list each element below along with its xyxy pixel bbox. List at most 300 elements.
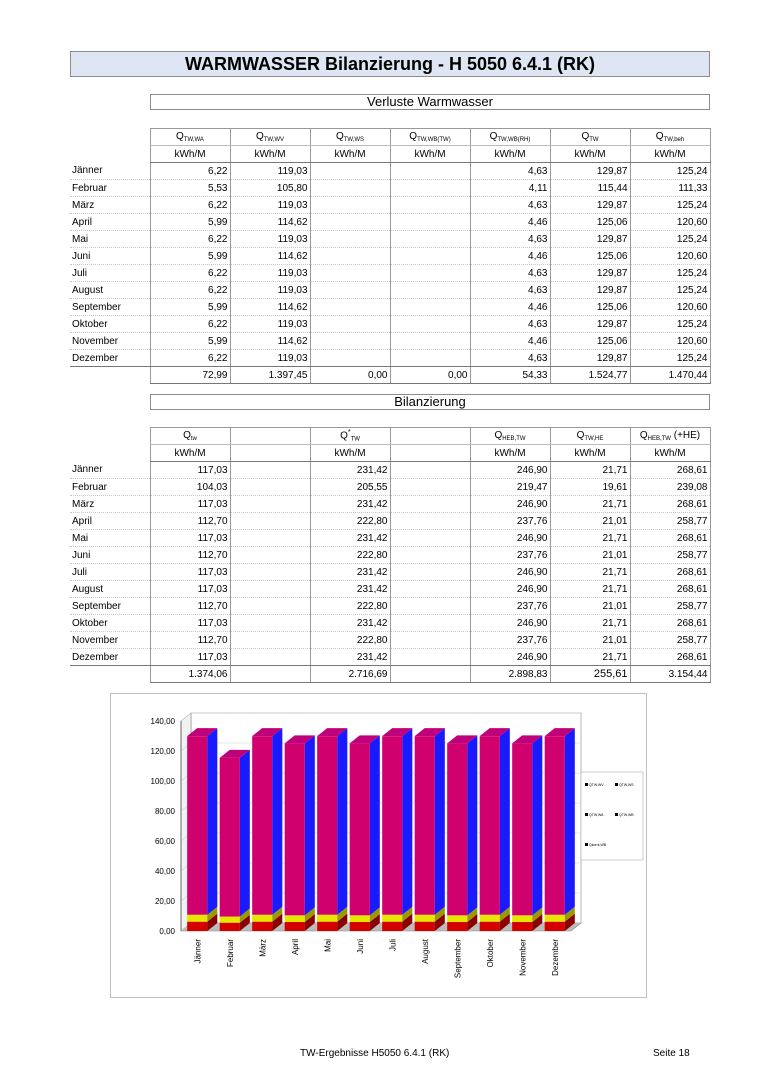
month-label: Oktober bbox=[70, 615, 150, 632]
total-cell bbox=[230, 666, 310, 683]
bar-segment-1 bbox=[252, 915, 272, 922]
table-cell: 4,63 bbox=[470, 265, 550, 282]
table-cell bbox=[230, 462, 310, 479]
table-cell: 117,03 bbox=[150, 462, 230, 479]
table-cell bbox=[310, 214, 390, 231]
table-cell: 119,03 bbox=[230, 282, 310, 299]
month-label: Dezember bbox=[70, 649, 150, 666]
table-cell: 117,03 bbox=[150, 564, 230, 581]
legend-label: QTW,WA bbox=[589, 813, 604, 817]
column-subscript: TW bbox=[350, 436, 360, 443]
column-suffix: (+HE) bbox=[670, 430, 701, 441]
month-label: September bbox=[70, 598, 150, 615]
table-cell: 4,63 bbox=[470, 350, 550, 367]
month-label: März bbox=[70, 197, 150, 214]
table-cell: 268,61 bbox=[630, 564, 710, 581]
y-tick-label: 60,00 bbox=[154, 837, 175, 846]
month-label: Februar bbox=[70, 479, 150, 496]
x-tick-label: September bbox=[453, 939, 463, 979]
bar-segment-2 bbox=[252, 736, 272, 915]
table-cell: 125,06 bbox=[550, 248, 630, 265]
total-cell: 1.470,44 bbox=[630, 367, 710, 384]
column-symbol: Q bbox=[639, 430, 648, 441]
bar-side-2 bbox=[337, 728, 347, 915]
column-header bbox=[230, 428, 310, 445]
bar-segment-2 bbox=[220, 758, 240, 917]
table-cell: 105,80 bbox=[230, 180, 310, 197]
page-title: WARMWASSER Bilanzierung - H 5050 6.4.1 (RK) bbox=[70, 51, 710, 77]
table-row bbox=[70, 214, 710, 231]
table-cell bbox=[390, 598, 470, 615]
table-cell bbox=[390, 214, 470, 231]
table-row bbox=[70, 496, 710, 513]
column-header bbox=[150, 129, 230, 146]
x-tick-label: Juli bbox=[388, 939, 398, 952]
table-cell: 231,42 bbox=[310, 615, 390, 632]
legend-swatch bbox=[585, 843, 588, 846]
column-header bbox=[470, 129, 550, 146]
table-cell: 258,77 bbox=[630, 598, 710, 615]
table-cell bbox=[310, 180, 390, 197]
table-cell bbox=[310, 282, 390, 299]
table-cell bbox=[390, 265, 470, 282]
table-cell: 268,61 bbox=[630, 615, 710, 632]
bar-segment-0 bbox=[545, 922, 565, 931]
x-tick-label: Mai bbox=[323, 939, 333, 952]
column-symbol: Q bbox=[576, 430, 585, 441]
column-header bbox=[550, 129, 630, 146]
table-cell: 4,63 bbox=[470, 197, 550, 214]
total-cell: 2.898,83 bbox=[470, 666, 550, 683]
chart-frame bbox=[110, 693, 647, 998]
column-subscript: HEB,TW bbox=[502, 436, 526, 442]
bar-side-2 bbox=[435, 728, 445, 915]
totals-label-cell bbox=[70, 666, 150, 683]
footer-page-number: Seite 18 bbox=[653, 1048, 690, 1059]
totals-row bbox=[70, 367, 710, 384]
table-cell: 125,06 bbox=[550, 299, 630, 316]
corner-cell bbox=[70, 146, 150, 163]
table-row bbox=[70, 479, 710, 496]
bar-segment-1 bbox=[220, 917, 240, 923]
table-cell: 246,90 bbox=[470, 615, 550, 632]
total-cell: 2.716,69 bbox=[310, 666, 390, 683]
table-cell: 268,61 bbox=[630, 530, 710, 547]
bar-segment-2 bbox=[545, 736, 565, 915]
verluste-table bbox=[70, 128, 711, 384]
table-row bbox=[70, 598, 710, 615]
bar-segment-1 bbox=[382, 915, 402, 922]
table-cell bbox=[310, 299, 390, 316]
total-cell: 1.397,45 bbox=[230, 367, 310, 384]
bar-segment-2 bbox=[382, 736, 402, 915]
table-cell: 5,99 bbox=[150, 214, 230, 231]
table-cell: 6,22 bbox=[150, 197, 230, 214]
table-cell bbox=[310, 163, 390, 180]
column-header bbox=[390, 428, 470, 445]
legend-label: QTW,WS bbox=[619, 783, 634, 787]
table-cell bbox=[390, 248, 470, 265]
table-cell: 117,03 bbox=[150, 530, 230, 547]
table-cell: 104,03 bbox=[150, 479, 230, 496]
bar-side-2 bbox=[272, 728, 282, 915]
month-label: Juni bbox=[70, 547, 150, 564]
column-header bbox=[470, 428, 550, 445]
month-label: September bbox=[70, 299, 150, 316]
table-cell: 4,46 bbox=[470, 299, 550, 316]
table-cell bbox=[390, 615, 470, 632]
total-cell: 255,61 bbox=[550, 666, 630, 683]
month-label: August bbox=[70, 581, 150, 598]
bar-segment-1 bbox=[350, 915, 370, 922]
table-cell: 129,87 bbox=[550, 282, 630, 299]
table-cell: 237,76 bbox=[470, 547, 550, 564]
table-cell: 5,53 bbox=[150, 180, 230, 197]
table-cell: 117,03 bbox=[150, 615, 230, 632]
table-cell bbox=[230, 479, 310, 496]
unit-label: kWh/M bbox=[630, 146, 710, 163]
table-cell: 5,99 bbox=[150, 333, 230, 350]
table-cell: 21,01 bbox=[550, 547, 630, 564]
table-cell: 112,70 bbox=[150, 547, 230, 564]
table-cell bbox=[390, 299, 470, 316]
column-header bbox=[630, 428, 710, 445]
table-cell bbox=[390, 333, 470, 350]
table-row bbox=[70, 350, 710, 367]
total-cell: 1.374,06 bbox=[150, 666, 230, 683]
bar-side-2 bbox=[370, 735, 380, 915]
corner-cell bbox=[70, 129, 150, 146]
column-subscript: TW,WB(TW) bbox=[417, 137, 451, 143]
totals-label-cell bbox=[70, 367, 150, 384]
table-cell: 125,24 bbox=[630, 163, 710, 180]
table-cell bbox=[230, 598, 310, 615]
bar-segment-0 bbox=[220, 923, 240, 931]
column-symbol: Q bbox=[494, 430, 503, 441]
month-label: Juni bbox=[70, 248, 150, 265]
unit-label: kWh/M bbox=[390, 146, 470, 163]
bar-chart bbox=[111, 694, 646, 997]
table-row bbox=[70, 615, 710, 632]
table-cell: 21,71 bbox=[550, 530, 630, 547]
month-label: August bbox=[70, 282, 150, 299]
table-cell bbox=[230, 496, 310, 513]
column-header bbox=[630, 129, 710, 146]
month-label: November bbox=[70, 333, 150, 350]
bar-side-2 bbox=[565, 728, 575, 915]
table-cell: 112,70 bbox=[150, 513, 230, 530]
table-cell: 129,87 bbox=[550, 265, 630, 282]
bar-segment-2 bbox=[447, 743, 467, 915]
table-cell bbox=[390, 479, 470, 496]
table-cell: 258,77 bbox=[630, 632, 710, 649]
table-cell: 111,33 bbox=[630, 180, 710, 197]
table-cell bbox=[390, 462, 470, 479]
unit-label: kWh/M bbox=[470, 146, 550, 163]
table-cell: 268,61 bbox=[630, 581, 710, 598]
y-tick-label: 40,00 bbox=[154, 867, 175, 876]
table-cell: 125,24 bbox=[630, 265, 710, 282]
table-cell: 6,22 bbox=[150, 282, 230, 299]
table-cell: 120,60 bbox=[630, 248, 710, 265]
table-cell: 4,46 bbox=[470, 248, 550, 265]
table-cell: 237,76 bbox=[470, 513, 550, 530]
x-tick-label: Juni bbox=[355, 939, 365, 954]
month-label: Februar bbox=[70, 180, 150, 197]
table-cell: 125,06 bbox=[550, 214, 630, 231]
column-symbol: Q bbox=[409, 131, 418, 142]
table-cell bbox=[390, 197, 470, 214]
bar-segment-0 bbox=[252, 922, 272, 931]
bar-segment-0 bbox=[480, 922, 500, 931]
table-cell bbox=[230, 564, 310, 581]
table-cell bbox=[390, 350, 470, 367]
month-label: November bbox=[70, 632, 150, 649]
table-cell bbox=[390, 496, 470, 513]
table-row bbox=[70, 530, 710, 547]
column-subscript: TW,beh bbox=[663, 137, 685, 143]
bar-segment-2 bbox=[285, 743, 305, 915]
table-cell: 112,70 bbox=[150, 632, 230, 649]
table-cell: 268,61 bbox=[630, 462, 710, 479]
table-cell bbox=[230, 547, 310, 564]
table-cell: 129,87 bbox=[550, 163, 630, 180]
table-cell: 6,22 bbox=[150, 163, 230, 180]
table-cell: 125,24 bbox=[630, 350, 710, 367]
month-label: Jänner bbox=[70, 462, 150, 479]
table-row bbox=[70, 282, 710, 299]
x-tick-label: November bbox=[518, 939, 528, 976]
table-cell bbox=[390, 180, 470, 197]
bar-segment-1 bbox=[187, 915, 207, 922]
table-cell bbox=[390, 513, 470, 530]
table-cell: 4,63 bbox=[470, 282, 550, 299]
table-cell bbox=[310, 333, 390, 350]
table-cell bbox=[310, 197, 390, 214]
bar-segment-2 bbox=[480, 736, 500, 915]
table-row bbox=[70, 265, 710, 282]
table-cell: 125,06 bbox=[550, 333, 630, 350]
table-cell bbox=[310, 265, 390, 282]
unit-label: kWh/M bbox=[310, 146, 390, 163]
table-cell: 129,87 bbox=[550, 316, 630, 333]
x-tick-label: Dezember bbox=[550, 939, 560, 976]
column-subscript: TW,WS bbox=[343, 137, 365, 143]
table-cell: 231,42 bbox=[310, 581, 390, 598]
table-cell: 21,71 bbox=[550, 496, 630, 513]
total-cell bbox=[390, 666, 470, 683]
unit-label: kWh/M bbox=[310, 445, 390, 462]
bar-segment-0 bbox=[382, 922, 402, 931]
column-subscript: TW,WA bbox=[183, 137, 204, 143]
y-tick-label: 140,00 bbox=[150, 717, 175, 726]
bar-segment-0 bbox=[447, 922, 467, 931]
bar-segment-2 bbox=[350, 743, 370, 915]
x-tick-label: Jänner bbox=[193, 939, 203, 964]
table-cell: 120,60 bbox=[630, 333, 710, 350]
table-cell: 21,01 bbox=[550, 632, 630, 649]
table-cell bbox=[230, 581, 310, 598]
table-cell: 21,71 bbox=[550, 564, 630, 581]
table-row bbox=[70, 299, 710, 316]
total-cell: 3.154,44 bbox=[630, 666, 710, 683]
column-symbol: Q bbox=[335, 131, 344, 142]
table-cell: 117,03 bbox=[150, 581, 230, 598]
table-cell: 4,63 bbox=[470, 316, 550, 333]
table-cell: 6,22 bbox=[150, 231, 230, 248]
table-row bbox=[70, 248, 710, 265]
table-cell: 21,01 bbox=[550, 598, 630, 615]
column-header bbox=[550, 428, 630, 445]
column-subscript: tw bbox=[190, 436, 197, 442]
month-label: Mai bbox=[70, 231, 150, 248]
table-cell: 246,90 bbox=[470, 564, 550, 581]
table-cell: 231,42 bbox=[310, 496, 390, 513]
column-header bbox=[390, 129, 470, 146]
bar-side-2 bbox=[532, 735, 542, 915]
month-label: Oktober bbox=[70, 316, 150, 333]
y-tick-label: 0,00 bbox=[159, 927, 175, 936]
bar-segment-1 bbox=[545, 915, 565, 922]
total-cell: 72,99 bbox=[150, 367, 230, 384]
table-cell: 246,90 bbox=[470, 462, 550, 479]
table-cell: 4,46 bbox=[470, 214, 550, 231]
table-cell: 205,55 bbox=[310, 479, 390, 496]
table-cell: 4,63 bbox=[470, 231, 550, 248]
table-cell: 125,24 bbox=[630, 282, 710, 299]
total-cell: 1.524,77 bbox=[550, 367, 630, 384]
table-cell: 219,47 bbox=[470, 479, 550, 496]
bar-side-2 bbox=[500, 728, 510, 915]
bar-segment-2 bbox=[415, 736, 435, 915]
unit-label: kWh/M bbox=[230, 146, 310, 163]
corner-cell bbox=[70, 428, 150, 445]
table-cell bbox=[310, 248, 390, 265]
table-cell: 222,80 bbox=[310, 547, 390, 564]
table-cell: 268,61 bbox=[630, 649, 710, 666]
table-row bbox=[70, 547, 710, 564]
bar-segment-0 bbox=[350, 922, 370, 931]
corner-cell bbox=[70, 445, 150, 462]
table-row bbox=[70, 649, 710, 666]
y-tick-label: 100,00 bbox=[150, 777, 175, 786]
legend-label: Qkorrk,WB bbox=[589, 843, 607, 847]
legend-label: QTW,WV bbox=[589, 783, 604, 787]
table-row bbox=[70, 462, 710, 479]
table-cell: 246,90 bbox=[470, 649, 550, 666]
bar-side-2 bbox=[467, 735, 477, 915]
table-cell: 114,62 bbox=[230, 333, 310, 350]
bar-segment-2 bbox=[512, 743, 532, 915]
table-cell: 114,62 bbox=[230, 248, 310, 265]
table-row bbox=[70, 316, 710, 333]
unit-label: kWh/M bbox=[630, 445, 710, 462]
bar-segment-0 bbox=[187, 922, 207, 931]
table-cell: 114,62 bbox=[230, 214, 310, 231]
legend-swatch bbox=[615, 783, 618, 786]
column-header bbox=[150, 428, 230, 445]
x-tick-label: August bbox=[420, 939, 430, 964]
column-header bbox=[230, 129, 310, 146]
column-subscript: TW,WB(RH) bbox=[497, 137, 531, 143]
table-cell: 119,03 bbox=[230, 316, 310, 333]
table-cell: 231,42 bbox=[310, 564, 390, 581]
table-cell: 21,71 bbox=[550, 649, 630, 666]
column-symbol: Q bbox=[183, 430, 191, 441]
legend-swatch bbox=[585, 813, 588, 816]
table-cell: 21,71 bbox=[550, 462, 630, 479]
column-header bbox=[310, 129, 390, 146]
month-label: Juli bbox=[70, 265, 150, 282]
legend-label: QTW,WB bbox=[619, 813, 634, 817]
bar-segment-2 bbox=[317, 736, 337, 915]
table-cell bbox=[390, 649, 470, 666]
table-cell bbox=[390, 316, 470, 333]
month-label: April bbox=[70, 214, 150, 231]
y-tick-label: 80,00 bbox=[154, 807, 175, 816]
table-cell: 237,76 bbox=[470, 598, 550, 615]
month-label: Jänner bbox=[70, 163, 150, 180]
table-cell bbox=[390, 282, 470, 299]
table-cell: 125,24 bbox=[630, 231, 710, 248]
unit-label: kWh/M bbox=[550, 146, 630, 163]
table-row bbox=[70, 564, 710, 581]
table-cell bbox=[230, 649, 310, 666]
unit-label bbox=[390, 445, 470, 462]
table-row bbox=[70, 180, 710, 197]
table-cell: 114,62 bbox=[230, 299, 310, 316]
table-cell: 4,63 bbox=[470, 163, 550, 180]
totals-row bbox=[70, 666, 710, 683]
bar-side-2 bbox=[207, 728, 217, 915]
unit-label: kWh/M bbox=[470, 445, 550, 462]
y-tick-label: 120,00 bbox=[150, 747, 175, 756]
table-cell: 4,11 bbox=[470, 180, 550, 197]
table-cell bbox=[310, 231, 390, 248]
x-tick-label: April bbox=[290, 939, 300, 956]
table-cell: 258,77 bbox=[630, 547, 710, 564]
bar-segment-1 bbox=[512, 915, 532, 922]
table-row bbox=[70, 163, 710, 180]
table-cell: 222,80 bbox=[310, 513, 390, 530]
table-cell: 125,24 bbox=[630, 197, 710, 214]
table-cell bbox=[230, 513, 310, 530]
column-symbol: Q bbox=[581, 131, 590, 142]
month-label: Mai bbox=[70, 530, 150, 547]
bar-segment-1 bbox=[285, 915, 305, 922]
bar-side-2 bbox=[305, 735, 315, 915]
column-symbol: Q bbox=[655, 131, 664, 142]
table-cell: 268,61 bbox=[630, 496, 710, 513]
table-cell: 5,99 bbox=[150, 248, 230, 265]
table-cell: 231,42 bbox=[310, 462, 390, 479]
legend-swatch bbox=[585, 783, 588, 786]
table-row bbox=[70, 231, 710, 248]
table-cell: 231,42 bbox=[310, 649, 390, 666]
column-subscript: TW,WV bbox=[263, 137, 285, 143]
table-cell: 117,03 bbox=[150, 496, 230, 513]
table-cell: 21,71 bbox=[550, 615, 630, 632]
table-cell: 112,70 bbox=[150, 598, 230, 615]
unit-label: kWh/M bbox=[550, 445, 630, 462]
table-cell: 246,90 bbox=[470, 581, 550, 598]
month-label: Juli bbox=[70, 564, 150, 581]
table-cell: 6,22 bbox=[150, 316, 230, 333]
table-cell bbox=[390, 163, 470, 180]
footer-document-name: TW-Ergebnisse H5050 6.4.1 (RK) bbox=[300, 1048, 450, 1059]
column-header bbox=[310, 428, 390, 445]
table-cell bbox=[310, 350, 390, 367]
